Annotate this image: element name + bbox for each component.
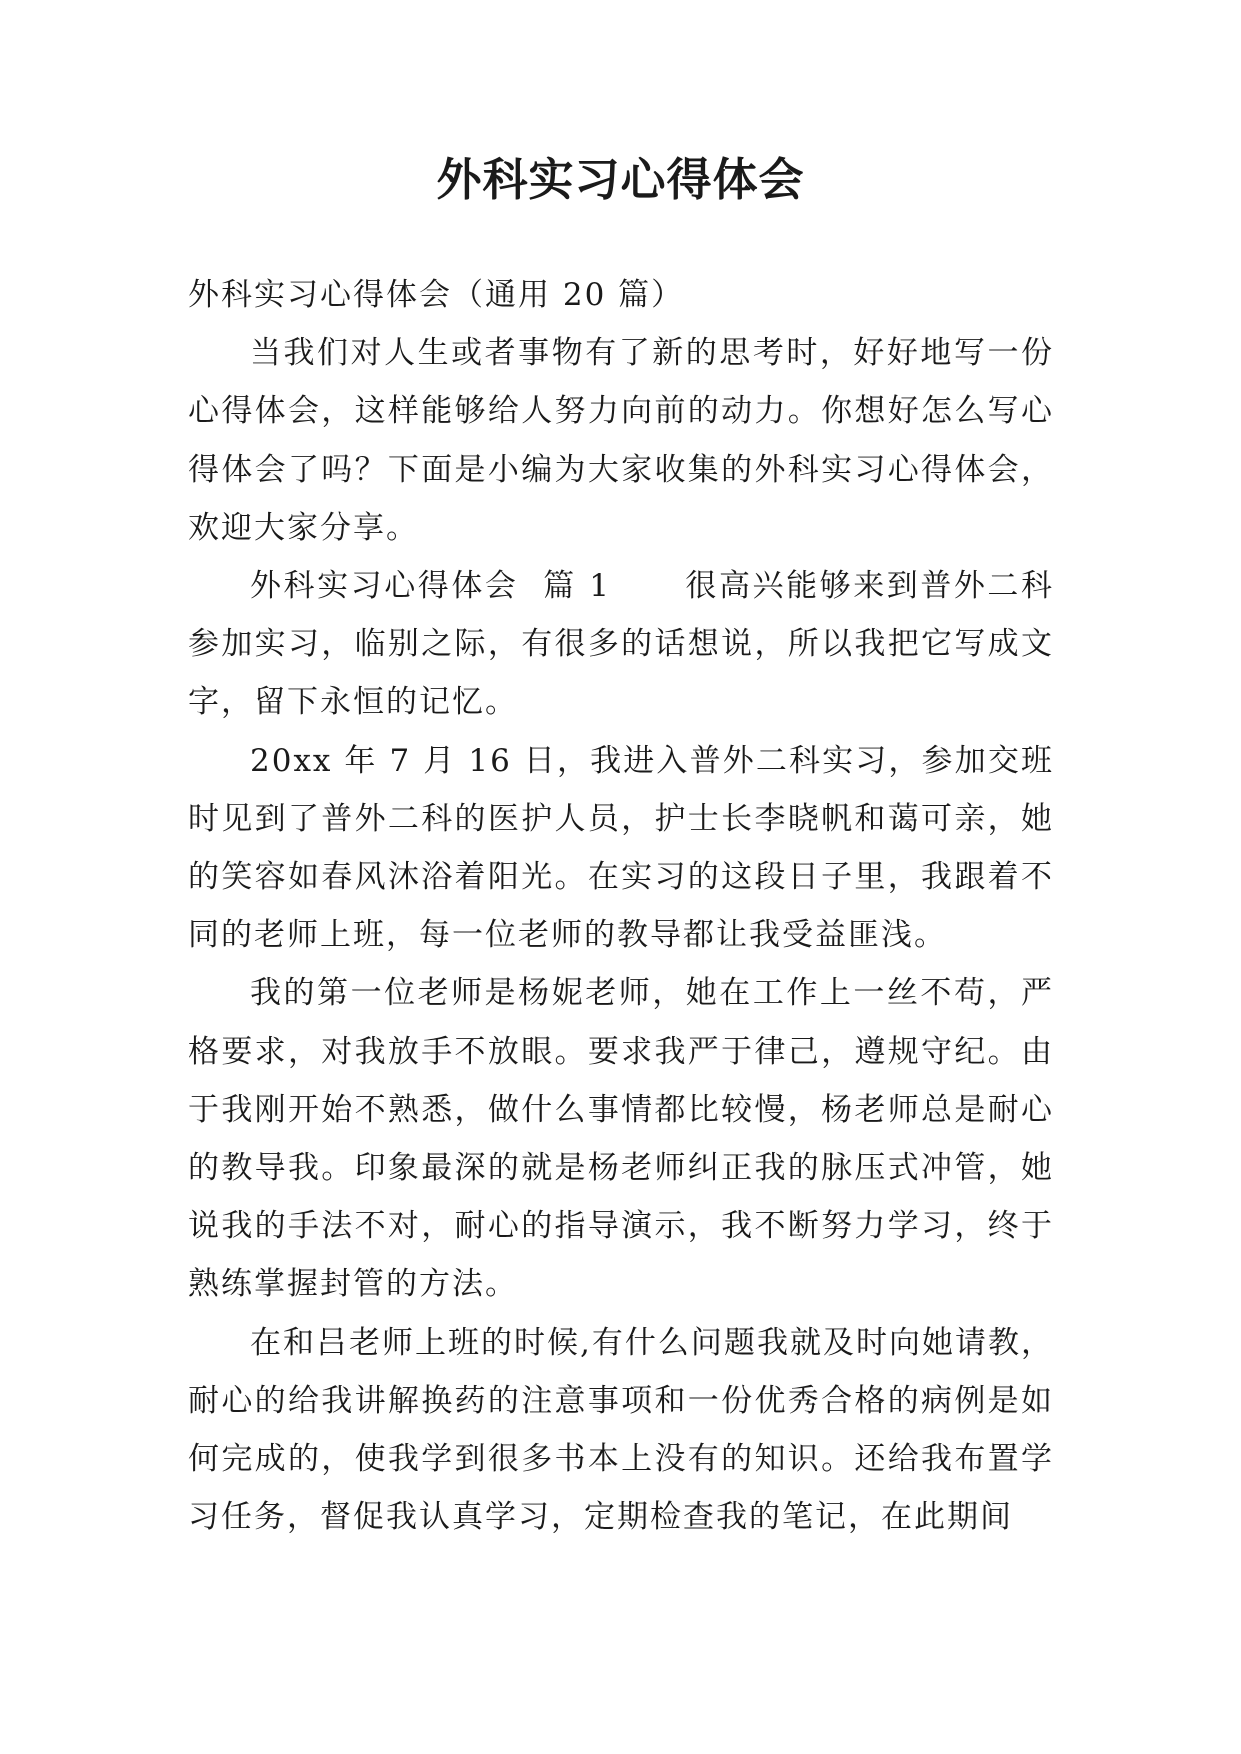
paragraph-intro: 当我们对人生或者事物有了新的思考时，好好地写一份心得体会，这样能够给人努力向前的动力。你想好怎么写心得体会了吗？下面是小编为大家收集的外科实习心得体会，欢迎大家分享。 <box>188 335 1054 546</box>
document-subtitle: 外科实习心得体会（通用 20 篇） <box>188 277 685 313</box>
document-title: 外科实习心得体会 <box>436 153 805 206</box>
paragraph-lv-teacher: 在和吕老师上班的时候,有什么问题我就及时向她请教，耐心的给我讲解换药的注意事项和一份优秀合格的病例是如何完成的，使我学到很多书本上没有的知识。还给我布置学习任务，督促我认真学习，定期检查我的笔记，在此期间 <box>188 1324 1054 1536</box>
document-body <box>188 266 1054 1546</box>
paragraph-arrival: 20xx 年 7 月 16 日，我进入普外二科实习，参加交班时见到了普外二科的医护人员，护士长李晓帆和蔼可亲，她的笑容如春风沐浴着阳光。在实习的这段日子里，我跟着不同的老师上班，每一位老师的教导都让我受益匪浅。 <box>188 742 1054 954</box>
paragraph-first-teacher: 我的第一位老师是杨妮老师，她在工作上一丝不苟，严格要求，对我放手不放眼。要求我严于律己，遵规守纪。由于我刚开始不熟悉，做什么事情都比较慢，杨老师总是耐心的教导我。印象最深的就是杨老师纠正我的脉压式冲管，她说我的手法不对，耐心的指导演示，我不断努力学习，终于熟练掌握封管的方法。 <box>188 975 1054 1303</box>
paragraph-section-heading: 外科实习心得体会 篇 1 很高兴能够来到普外二科参加实习，临别之际，有很多的话想说，所以我把它写成文字，留下永恒的记忆。 <box>188 568 1054 721</box>
